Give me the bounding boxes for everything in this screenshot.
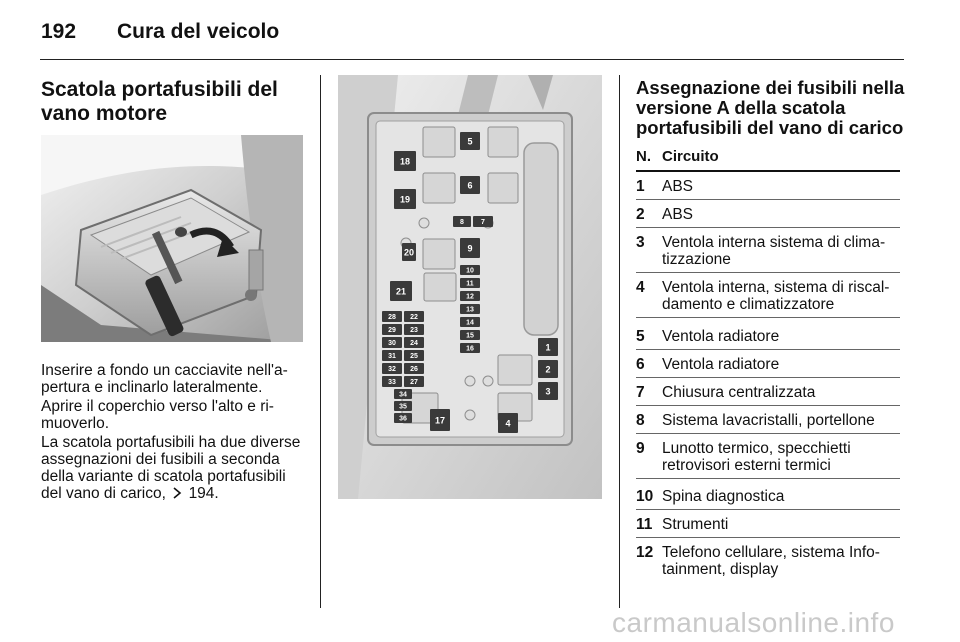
fuse-label: 15 (466, 332, 474, 340)
circuit-line: retrovisori esterni termici (662, 457, 831, 474)
fuse-label: 6 (467, 180, 473, 191)
heading-line: vano motore (41, 102, 168, 125)
page-reference-link[interactable]: 194. (188, 485, 219, 502)
row-separator (636, 509, 900, 510)
fuse-label: 19 (399, 194, 411, 205)
fuse-number: 5 (636, 328, 645, 345)
column-header-number: N. (636, 148, 651, 165)
relay-socket (498, 355, 532, 385)
fuse-number: 8 (636, 412, 645, 429)
fuse-label: 10 (466, 267, 474, 275)
circuit-line: Ventola interna, sistema di riscal- (662, 279, 890, 296)
fuse-number: 11 (636, 516, 653, 533)
relay-socket (423, 127, 455, 157)
table-heading (636, 78, 906, 138)
row-separator (636, 433, 900, 434)
circuit-line: Ventola interna sistema di clima- (662, 234, 886, 251)
circuit-line: Chiusura centralizzata (662, 384, 816, 401)
fuse-number: 12 (636, 544, 654, 561)
mounting-screw (465, 376, 475, 386)
fuse-label: 3 (545, 386, 551, 397)
chapter-title: Cura del veicolo (117, 20, 280, 43)
text-fragment: del vano di carico, (41, 485, 166, 502)
circuit-line: Sistema lavacristalli, portellone (662, 412, 875, 429)
relay-socket (424, 273, 456, 301)
relay-socket (488, 127, 518, 157)
fuse-label: 21 (395, 286, 407, 297)
fuse-label: 24 (410, 340, 418, 347)
fuse-label: 35 (399, 403, 407, 411)
circuit-line: Ventola radiatore (662, 356, 780, 373)
column-header-circuit: Circuito (662, 148, 719, 165)
section-heading (41, 78, 303, 126)
fuse-label: 1 (545, 342, 551, 353)
fuse-label: 33 (388, 379, 396, 386)
fuse-label: 5 (467, 136, 473, 147)
heading-line: portafusibili del vano di carico (636, 117, 904, 138)
fuse-number: 1 (636, 178, 645, 195)
row-separator (636, 349, 900, 350)
engine-fuse-box-photo (41, 135, 303, 342)
text-line: Aprire il coperchio verso l'alto e ri- (41, 398, 274, 415)
fuse-number: 3 (636, 234, 645, 251)
heading-line: versione A della scatola (636, 97, 846, 118)
circuit-line: tainment, display (662, 561, 779, 578)
circuit-description (662, 440, 902, 474)
relay-socket (423, 239, 455, 269)
row-separator (636, 377, 900, 378)
circuit-description (662, 234, 902, 268)
fuse-label: 18 (399, 156, 411, 167)
fuse-label: 22 (410, 314, 418, 321)
fuse-number: 6 (636, 356, 645, 373)
text-line: della variante di scatola portafusibili (41, 468, 286, 485)
circuit-line: Lunotto termico, specchietti (662, 440, 851, 457)
fuse-label: 17 (434, 415, 446, 426)
row-separator (636, 405, 900, 406)
row-separator (636, 317, 900, 318)
fuse-label: 34 (399, 391, 407, 399)
text-line (41, 485, 309, 502)
fuse-label: 32 (388, 366, 396, 373)
fuse-label: 14 (466, 319, 474, 327)
fuse-number: 9 (636, 440, 645, 457)
circuit-description (662, 412, 902, 429)
mounting-screw (419, 218, 429, 228)
fuse-label: 26 (410, 366, 418, 373)
arrow-ref-icon[interactable] (172, 486, 182, 498)
row-separator (636, 199, 900, 200)
circuit-line: Ventola radiatore (662, 328, 780, 345)
text-line: assegnazioni dei fusibili a seconda (41, 451, 280, 468)
fuse-label: 16 (466, 345, 474, 353)
fuse-number: 10 (636, 488, 654, 505)
fuse-label: 7 (481, 219, 485, 226)
heading-line: Assegnazione dei fusibili nella (636, 77, 905, 98)
watermark: carmanualsonline.info (612, 607, 895, 638)
heading-line: Scatola portafusibili del (41, 78, 278, 101)
screwdriver-photo-illustration (41, 135, 303, 342)
row-separator (636, 478, 900, 479)
fuse-box-diagram (338, 75, 602, 499)
fuse-number: 2 (636, 206, 645, 223)
circuit-description (662, 279, 902, 313)
instruction-paragraph (41, 362, 309, 396)
column-divider-left (320, 75, 321, 608)
page-number: 192 (41, 20, 77, 43)
row-separator (636, 272, 900, 273)
fuse-label: 9 (467, 243, 473, 254)
fuse-label: 29 (388, 327, 396, 334)
fuse-label: 8 (460, 219, 464, 226)
relay-socket (488, 173, 518, 203)
circuit-description (662, 328, 902, 345)
fuse-label: 36 (399, 415, 407, 423)
fuse-label: 13 (466, 306, 474, 314)
text-line: La scatola portafusibili ha due diverse (41, 434, 301, 451)
fuse-label: 31 (388, 353, 396, 360)
circuit-line: ABS (662, 206, 694, 223)
fuse-label: 4 (505, 418, 511, 429)
mounting-screw (465, 410, 475, 420)
circuit-line: Spina diagnostica (662, 488, 785, 505)
fuse-label: 12 (466, 293, 474, 301)
fuse-label: 23 (410, 327, 418, 334)
header-rule (40, 59, 904, 60)
circuit-line: ABS (662, 178, 694, 195)
row-separator (636, 227, 900, 228)
fuse-label: 20 (403, 247, 415, 258)
instruction-paragraph (41, 398, 309, 432)
circuit-line: Strumenti (662, 516, 729, 533)
circuit-description (662, 178, 902, 195)
circuit-line: tizzazione (662, 251, 731, 268)
fuse-label: 25 (410, 353, 418, 360)
fuse-box-svg (338, 75, 602, 499)
fuse-label: 27 (410, 379, 418, 386)
fuse-number: 4 (636, 279, 645, 296)
text-line: Inserire a fondo un cacciavite nell'a- (41, 362, 288, 379)
circuit-description (662, 384, 902, 401)
circuit-description (662, 516, 902, 533)
text-line: pertura e inclinarlo lateralmente. (41, 379, 263, 396)
relay-socket (423, 173, 455, 203)
circuit-description (662, 356, 902, 373)
table-header (636, 148, 900, 172)
fuse-label: 28 (388, 314, 396, 321)
fuse-label: 2 (545, 364, 551, 375)
circuit-description (662, 544, 902, 578)
text-line: muoverlo. (41, 415, 110, 432)
mounting-screw (483, 376, 493, 386)
row-separator (636, 537, 900, 538)
fuse-label: 30 (388, 340, 396, 347)
circuit-line: damento e climatizzatore (662, 296, 835, 313)
info-paragraph (41, 434, 309, 502)
column-divider-right (619, 75, 620, 608)
circuit-description (662, 206, 902, 223)
fuse-label: 11 (466, 280, 474, 288)
circuit-description (662, 488, 902, 505)
circuit-line: Telefono cellulare, sistema Info- (662, 544, 880, 561)
fuse-number: 7 (636, 384, 645, 401)
